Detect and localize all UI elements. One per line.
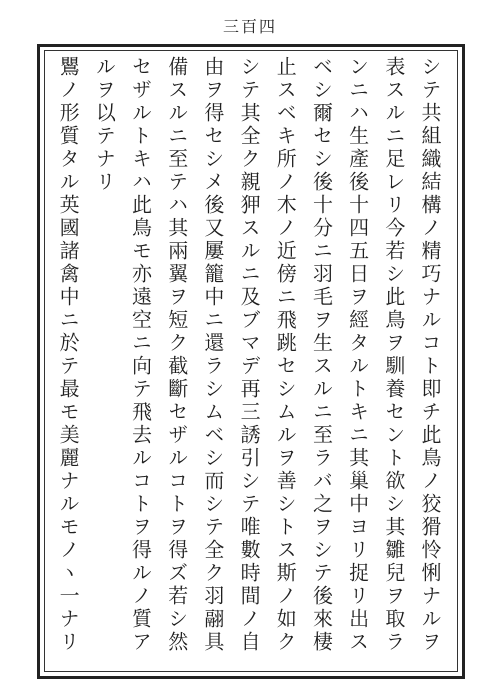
text-column: 由ヲ得セシメ後又屢籠中ニ還ラシムベシ而シテ全ク羽翮具 bbox=[200, 56, 225, 654]
text-column: シテ共組織結構ノ精巧ナルコト即チ此鳥ノ狡猾怜悧ナルヲ bbox=[418, 56, 442, 654]
text-column: 止スベキ所ノ木ノ近傍ニ飛跳セシムルヲ善シトス斯ノ如ク bbox=[273, 56, 298, 654]
text-column: 鸎ノ形質タル英國諸禽中ニ於テ最モ美麗ナルモノヽ一ナリ bbox=[56, 56, 81, 654]
text-column: セザルトキハ此鳥モ亦遠空ニ向テ飛去ルコトヲ得ルノ質ア bbox=[128, 56, 153, 654]
text-column: 表スルニ足レリ今若シ此鳥ヲ馴養セント欲シ其雛兒ヲ取ラ bbox=[381, 56, 406, 654]
text-column: ベシ爾セシ後十分ニ羽毛ヲ生スルニ至ラバ之ヲシテ後來棲 bbox=[309, 56, 334, 654]
page-number: 三百四 bbox=[222, 17, 277, 36]
text-column: ルヲ以テナリ bbox=[92, 56, 117, 194]
text-column: 備スルニ至テハ其兩翼ヲ短ク截斷セザルコトヲ得ズ若シ然 bbox=[164, 56, 189, 654]
text-column: ンニハ生產後十四五日ヲ經タルトキニ其巢中ヨリ捉リ出ス bbox=[345, 56, 370, 654]
vertical-text-body bbox=[52, 56, 450, 666]
text-column: シテ其全ク親狎スルニ及ブマデ再三誘引シテ唯數時間ノ自 bbox=[237, 56, 262, 654]
